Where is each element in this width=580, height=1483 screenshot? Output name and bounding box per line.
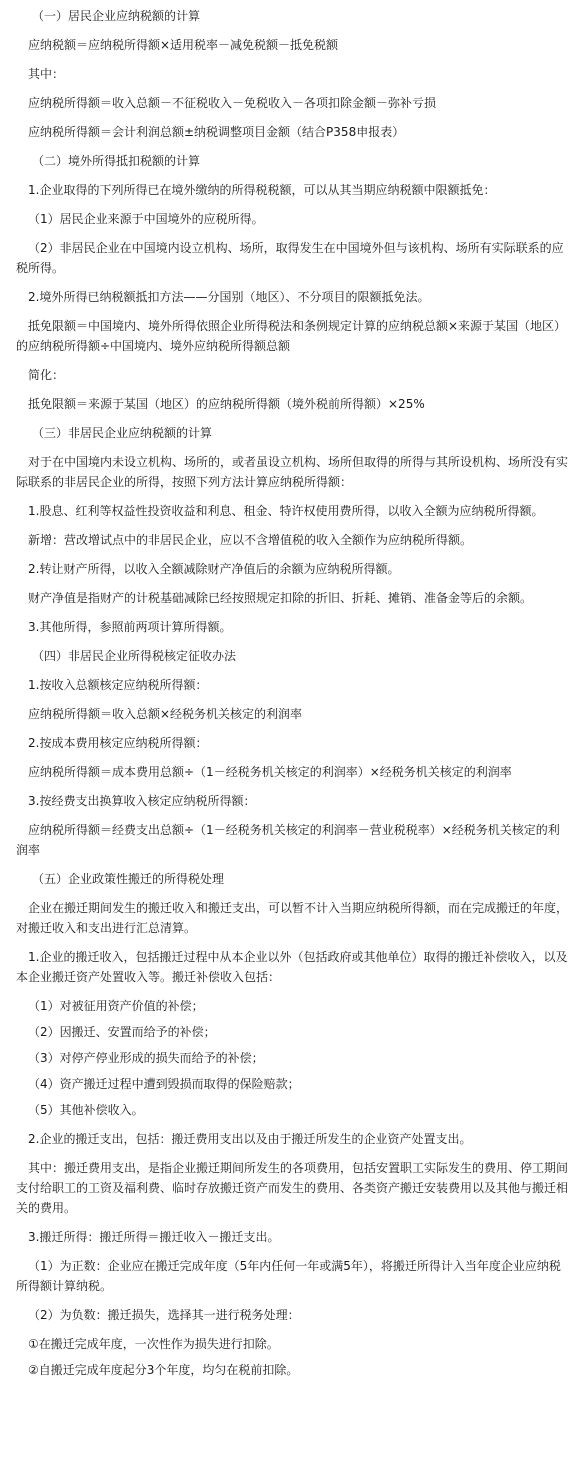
list-item: 2.按成本费用核定应纳税所得额： — [28, 736, 208, 750]
section-heading-2: （二）境外所得抵扣税额的计算 — [32, 154, 201, 168]
list-item: （5）其他补偿收入。 — [28, 1103, 144, 1117]
paragraph-net-value: 财产净值是指财产的计税基础减除已经按照规定扣除的折旧、折耗、摊销、准备金等后的余额。 — [28, 591, 533, 605]
paragraph-relocation-expense: 其中：搬迁费用支出，是指企业搬迁期间所发生的各项费用，包括安置职工实际发生的费用、停工期间支付给职工的工资及福利费、临时存放搬迁资产而发生的费用、各类资产搬迁安装费用以及其他与搬迁相关的费用。 — [16, 1161, 569, 1215]
list-item: 2.企业的搬迁支出，包括：搬迁费用支出以及由于搬迁所发生的企业资产处置支出。 — [28, 1132, 472, 1146]
formula-credit-limit-simplified: 抵免限额＝来源于某国（地区）的应纳税所得额（境外税前所得额）×25% — [28, 397, 425, 411]
list-item: （2）因搬迁、安置而给予的补偿； — [28, 1025, 216, 1039]
list-item: 3.按经费支出换算收入核定应纳税所得额： — [28, 794, 256, 808]
list-item: （2）非居民企业在中国境内设立机构、场所，取得发生在中国境外但与该机构、场所有实际联系的应税所得。 — [16, 241, 564, 275]
formula-taxable-income-2: 应纳税所得额＝会计利润总额±纳税调整项目金额（结合P358申报表） — [28, 125, 405, 139]
section-heading-3: （三）非居民企业应纳税额的计算 — [32, 426, 213, 440]
list-item: 1.股息、红利等权益性投资收益和利息、租金、特许权使用费所得，以收入全额为应纳税所得额。 — [28, 504, 544, 518]
list-item: （1）对被征用资产价值的补偿； — [28, 999, 204, 1013]
list-item: 3.搬迁所得：搬迁所得＝搬迁收入－搬迁支出。 — [28, 1230, 280, 1244]
paragraph-credit-method: 2.境外所得已纳税额抵扣方法——分国别（地区）、不分项目的限额抵免法。 — [28, 290, 430, 304]
list-item: 2.转让财产所得，以收入全额减除财产净值后的余额为应纳税所得额。 — [28, 562, 400, 576]
list-item: （4）资产搬迁过程中遭到毁损而取得的保险赔款； — [28, 1077, 300, 1091]
formula-tax-payable: 应纳税额＝应纳税所得额×适用税率－减免税额－抵免税额 — [28, 38, 339, 52]
list-item: 1.企业的搬迁收入，包括搬迁过程中从本企业以外（包括政府或其他单位）取得的搬迁补偿收入，以及本企业搬迁资产处置收入等。搬迁补偿收入包括： — [16, 950, 568, 984]
list-item: （1）为正数：企业应在搬迁完成年度（5年内任何一年或满5年），将搬迁所得计入当年度企业应纳税所得额计算纳税。 — [16, 1259, 561, 1293]
paragraph-relocation-intro: 企业在搬迁期间发生的搬迁收入和搬迁支出，可以暂不计入当期应纳税所得额，而在完成搬迁的年度，对搬迁收入和支出进行汇总清算。 — [16, 901, 569, 935]
text-where: 其中： — [28, 67, 65, 81]
list-item: ①在搬迁完成年度，一次性作为损失进行扣除。 — [28, 1337, 279, 1351]
section-heading-1: （一）居民企业应纳税额的计算 — [32, 9, 201, 23]
formula-taxable-income-1: 应纳税所得额＝收入总额－不征税收入－免税收入－各项扣除金额－弥补亏损 — [28, 96, 437, 110]
paragraph-credit-rule: 1.企业取得的下列所得已在境外缴纳的所得税税额，可以从其当期应纳税额中限额抵免： — [28, 183, 496, 197]
list-item: （1）居民企业来源于中国境外的应税所得。 — [28, 212, 264, 226]
formula-cost-method: 应纳税所得额＝成本费用总额÷（1－经税务机关核定的利润率）×经税务机关核定的利润率 — [28, 765, 512, 779]
paragraph-new-rule: 新增：营改增试点中的非居民企业，应以不含增值税的收入全额作为应纳税所得额。 — [28, 533, 473, 547]
list-item: 1.按收入总额核定应纳税所得额： — [28, 678, 208, 692]
formula-expense-method: 应纳税所得额＝经费支出总额÷（1－经税务机关核定的利润率－营业税税率）×经税务机关核定的利润率 — [16, 823, 560, 857]
formula-credit-limit: 抵免限额＝中国境内、境外所得依照企业所得税法和条例规定计算的应纳税总额×来源于某国（地区）的应纳税所得额÷中国境内、境外应纳税所得额总额 — [16, 319, 567, 353]
paragraph-nonresident-intro: 对于在中国境内未设立机构、场所的，或者虽设立机构、场所但取得的所得与其所设机构、场所没有实际联系的非居民企业的所得，按照下列方法计算应纳税所得额： — [16, 455, 569, 489]
list-item: 3.其他所得，参照前两项计算所得额。 — [28, 620, 232, 634]
section-heading-5: （五）企业政策性搬迁的所得税处理 — [32, 872, 225, 886]
list-item: （3）对停产停业形成的损失而给予的补偿； — [28, 1051, 264, 1065]
section-heading-4: （四）非居民企业所得税核定征收办法 — [32, 649, 237, 663]
list-item: ②自搬迁完成年度起分3个年度，均匀在税前扣除。 — [28, 1363, 299, 1377]
formula-revenue-method: 应纳税所得额＝收入总额×经税务机关核定的利润率 — [28, 707, 303, 721]
list-item: （2）为负数：搬迁损失，选择其一进行税务处理： — [28, 1308, 300, 1322]
text-simplified: 简化： — [28, 368, 65, 382]
